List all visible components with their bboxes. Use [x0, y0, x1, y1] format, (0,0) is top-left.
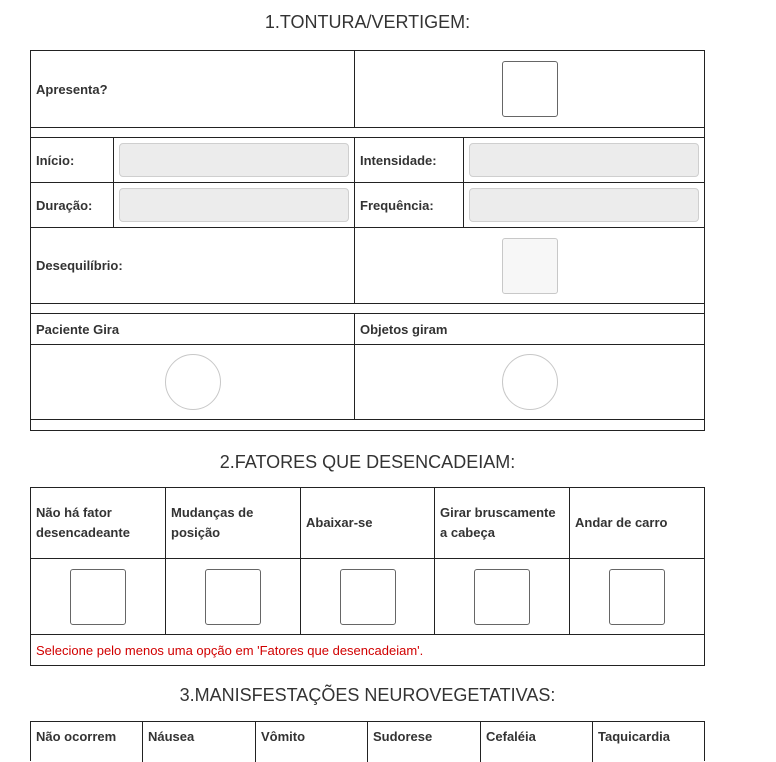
duracao-row [31, 183, 704, 228]
apresenta-row [31, 51, 704, 128]
intensidade-input[interactable] [469, 143, 699, 177]
frequencia-cell [464, 183, 704, 227]
apresenta-checkbox[interactable] [502, 61, 558, 117]
paciente-gira-cell [31, 345, 355, 419]
gira-radio-row [31, 345, 704, 420]
duracao-cell [114, 183, 355, 227]
intensidade-cell [464, 138, 704, 182]
manifestacoes-header-row [31, 722, 704, 762]
fatores-error-row [31, 635, 704, 665]
gira-header-row [31, 314, 704, 345]
manif-nao-ocorrem-label: Não ocorrem [31, 722, 143, 762]
frequencia-input[interactable] [469, 188, 699, 222]
desequilibrio-label: Desequilíbrio: [31, 228, 355, 303]
desequilibrio-cell [355, 228, 704, 303]
frequencia-label: Frequência: [355, 183, 464, 227]
desequilibrio-checkbox[interactable] [502, 238, 558, 294]
vertigo-table [30, 50, 705, 431]
section1-title: 1.TONTURA/VERTIGEM: [264, 12, 471, 32]
manif-sudorese-label: Sudorese [368, 722, 481, 762]
fator-girar-label: Girar bruscamente a cabeça [435, 488, 570, 558]
fator-nao-ha-label: Não há fator desencadeante [31, 488, 166, 558]
fator-nao-ha-checkbox[interactable] [70, 569, 126, 625]
fator-abaixar-label: Abaixar-se [301, 488, 435, 558]
fator-girar-checkbox[interactable] [474, 569, 530, 625]
fator-andar-checkbox[interactable] [609, 569, 665, 625]
spacer-row [31, 304, 704, 314]
inicio-input[interactable] [119, 143, 349, 177]
fatores-error-message: Selecione pelo menos uma opção em 'Fatores que desencadeiam'. [36, 642, 424, 658]
inicio-row [31, 138, 704, 183]
fatores-checkbox-row [31, 559, 704, 635]
section3-title: 3.MANISFESTAÇÕES NEUROVEGETATIVAS: [179, 685, 556, 705]
fatores-table [30, 487, 705, 666]
fator-mudancas-label: Mudanças de posição [166, 488, 301, 558]
desequilibrio-row [31, 228, 704, 304]
objetos-giram-cell [355, 345, 704, 419]
spacer-row [31, 420, 704, 430]
manif-cefaleia-label: Cefaléia [481, 722, 593, 762]
inicio-cell [114, 138, 355, 182]
manif-vomito-label: Vômito [256, 722, 368, 762]
manif-taquicardia-label: Taquicardia [598, 729, 671, 744]
intensidade-label: Intensidade: [355, 138, 464, 182]
objetos-giram-radio[interactable] [502, 354, 558, 410]
fator-andar-label: Andar de carro [575, 515, 668, 530]
manif-nausea-label: Náusea [143, 722, 256, 762]
inicio-label: Início: [31, 138, 114, 182]
spacer-row [31, 128, 704, 138]
section2-title: 2.FATORES QUE DESENCADEIAM: [219, 452, 516, 472]
fatores-header-row [31, 488, 704, 559]
duracao-input[interactable] [119, 188, 349, 222]
fator-mudancas-checkbox[interactable] [205, 569, 261, 625]
manifestacoes-table [30, 721, 705, 761]
duracao-label: Duração: [31, 183, 114, 227]
paciente-gira-radio[interactable] [165, 354, 221, 410]
fator-abaixar-checkbox[interactable] [340, 569, 396, 625]
apresenta-cell [355, 51, 704, 127]
paciente-gira-label: Paciente Gira [31, 314, 355, 344]
apresenta-label: Apresenta? [31, 51, 355, 127]
objetos-giram-label: Objetos giram [360, 321, 448, 337]
